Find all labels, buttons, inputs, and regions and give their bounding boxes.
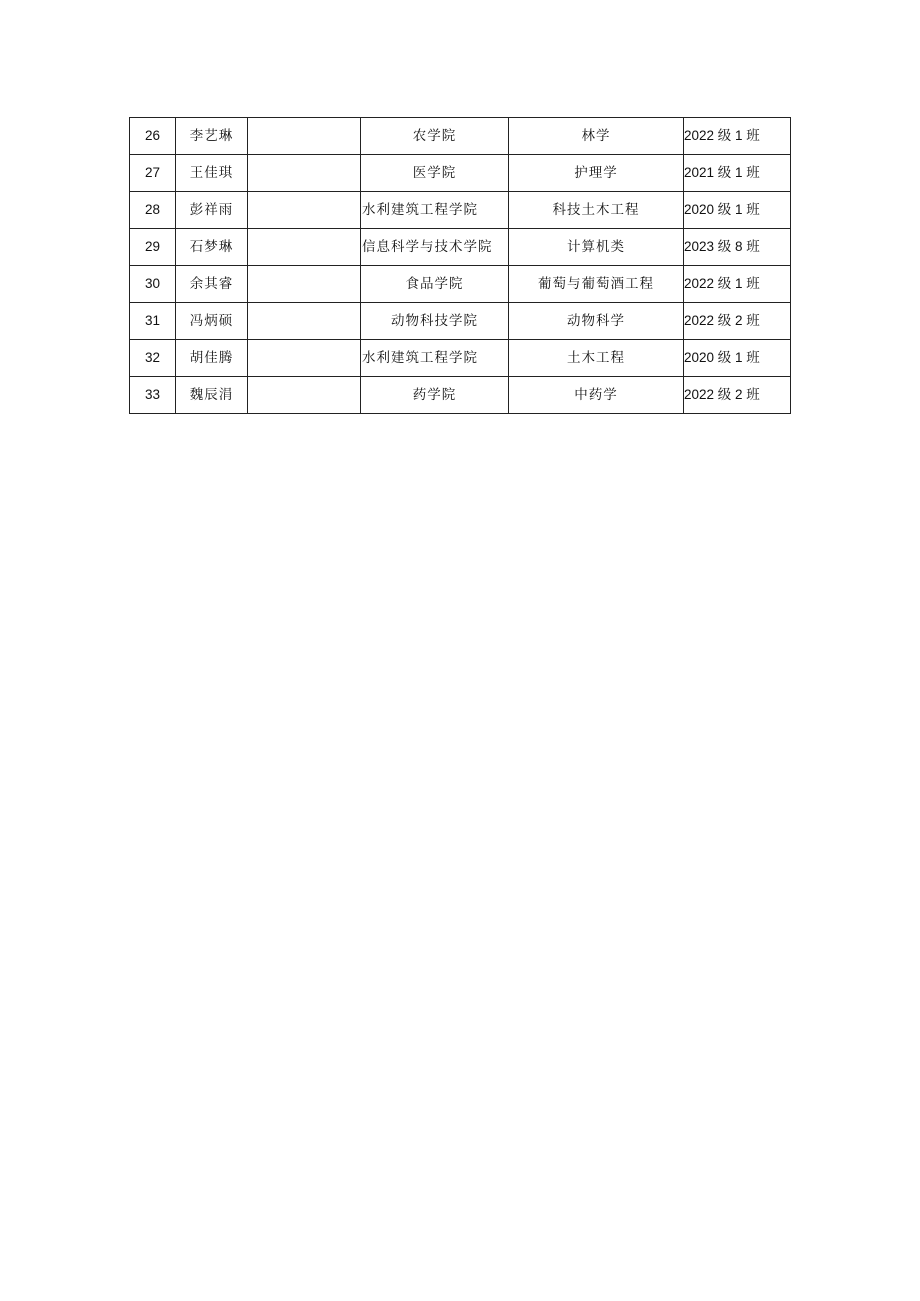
student-name: 余其睿 — [176, 266, 248, 303]
table-row — [130, 192, 791, 229]
blank-cell — [248, 340, 361, 377]
blank-cell — [248, 266, 361, 303]
row-number: 31 — [130, 303, 176, 340]
blank-cell — [248, 229, 361, 266]
class-cell: 2020 级 1 班 — [684, 192, 791, 229]
college-cell: 动物科技学院 — [361, 303, 509, 340]
blank-cell — [248, 155, 361, 192]
class-cell: 2022 级 2 班 — [684, 303, 791, 340]
table-row — [130, 118, 791, 155]
class-cell: 2022 级 1 班 — [684, 266, 791, 303]
blank-cell — [248, 192, 361, 229]
class-cell: 2023 级 8 班 — [684, 229, 791, 266]
class-cell: 2021 级 1 班 — [684, 155, 791, 192]
student-name: 冯炳硕 — [176, 303, 248, 340]
student-name: 彭祥雨 — [176, 192, 248, 229]
major-cell: 土木工程 — [509, 340, 684, 377]
major-cell: 林学 — [509, 118, 684, 155]
college-cell: 医学院 — [361, 155, 509, 192]
college-cell: 信息科学与技术学院 — [361, 229, 509, 266]
major-cell: 计算机类 — [509, 229, 684, 266]
student-name: 石梦琳 — [176, 229, 248, 266]
table-row — [130, 229, 791, 266]
student-name: 胡佳腾 — [176, 340, 248, 377]
row-number: 30 — [130, 266, 176, 303]
college-cell: 药学院 — [361, 377, 509, 414]
row-number: 28 — [130, 192, 176, 229]
student-roster-table — [129, 117, 791, 414]
class-cell: 2022 级 1 班 — [684, 118, 791, 155]
student-name: 魏辰涓 — [176, 377, 248, 414]
major-cell: 科技土木工程 — [509, 192, 684, 229]
table-row — [130, 155, 791, 192]
student-name: 李艺琳 — [176, 118, 248, 155]
row-number: 33 — [130, 377, 176, 414]
college-cell: 水利建筑工程学院 — [361, 192, 509, 229]
table-row — [130, 266, 791, 303]
college-cell: 食品学院 — [361, 266, 509, 303]
blank-cell — [248, 303, 361, 340]
row-number: 27 — [130, 155, 176, 192]
class-cell: 2020 级 1 班 — [684, 340, 791, 377]
table-row — [130, 303, 791, 340]
table-row — [130, 377, 791, 414]
college-cell: 农学院 — [361, 118, 509, 155]
row-number: 32 — [130, 340, 176, 377]
blank-cell — [248, 118, 361, 155]
class-cell: 2022 级 2 班 — [684, 377, 791, 414]
major-cell: 护理学 — [509, 155, 684, 192]
college-cell: 水利建筑工程学院 — [361, 340, 509, 377]
blank-cell — [248, 377, 361, 414]
row-number: 29 — [130, 229, 176, 266]
table-row — [130, 340, 791, 377]
major-cell: 中药学 — [509, 377, 684, 414]
major-cell: 葡萄与葡萄酒工程 — [509, 266, 684, 303]
row-number: 26 — [130, 118, 176, 155]
major-cell: 动物科学 — [509, 303, 684, 340]
student-name: 王佳琪 — [176, 155, 248, 192]
